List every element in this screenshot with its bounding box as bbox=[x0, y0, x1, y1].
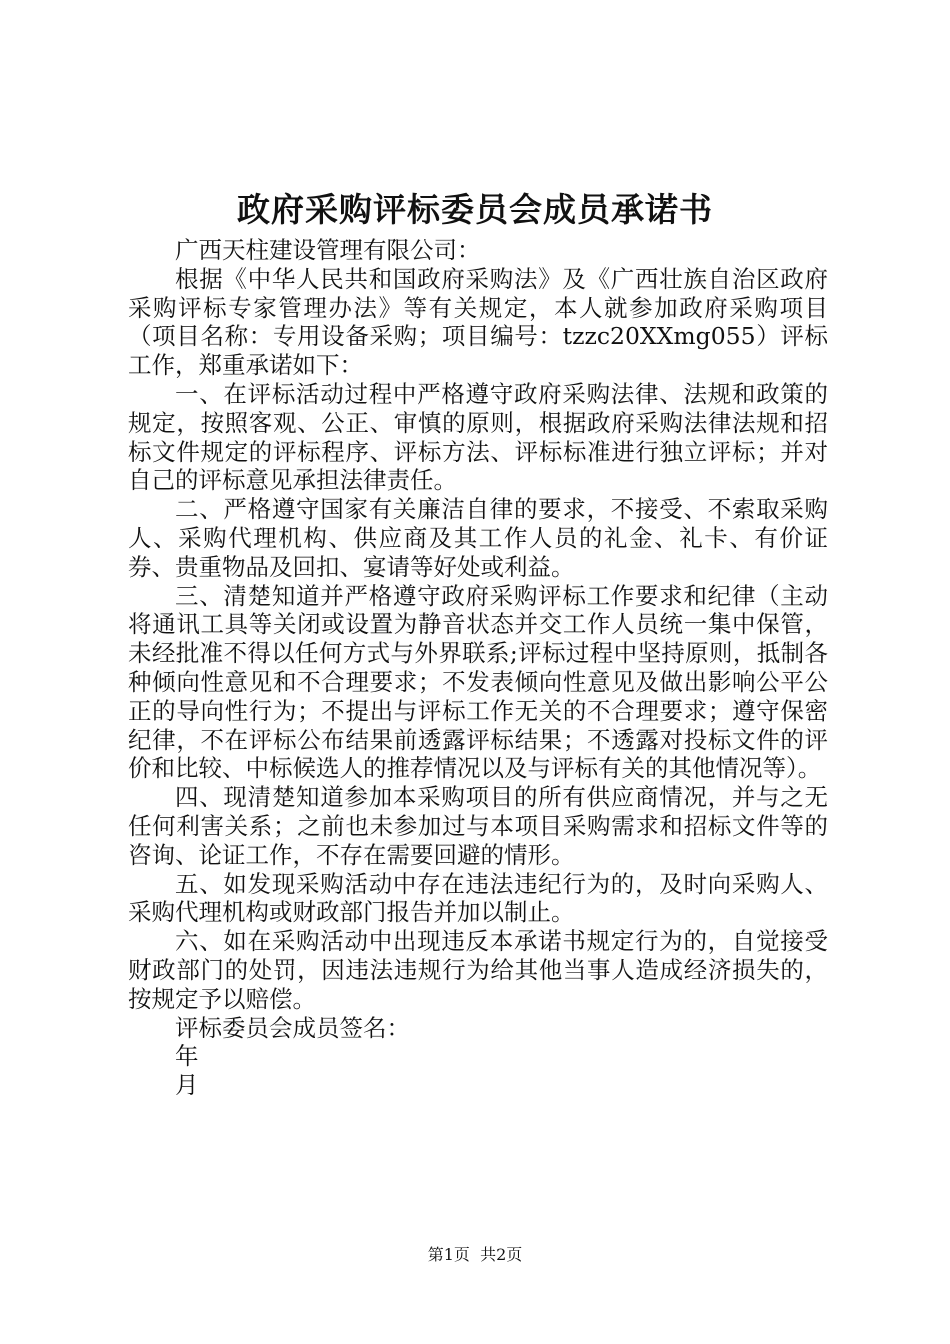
page-footer bbox=[0, 1244, 950, 1266]
signature-label: 评标委员会成员签名： bbox=[175, 1013, 410, 1042]
month-label: 月 bbox=[175, 1071, 199, 1100]
document-body bbox=[128, 236, 828, 1100]
page-number: 第1页 共2页 bbox=[427, 1245, 523, 1264]
paragraph-5: 五、如发现采购活动中存在违法违纪行为的，及时向采购人、采购代理机构或财政部门报告并加以制止。 bbox=[128, 869, 828, 927]
paragraph-6: 六、如在采购活动中出现违反本承诺书规定行为的，自觉接受财政部门的处罚，因违法违规行为给其他当事人造成经济损失的，按规定予以赔偿。 bbox=[128, 927, 828, 1013]
paragraph-2: 二、严格遵守国家有关廉洁自律的要求，不接受、不索取采购人、采购代理机构、供应商及其工作人员的礼金、礼卡、有价证券、贵重物品及回扣、宴请等好处或利益。 bbox=[128, 495, 828, 581]
document-title: 政府采购评标委员会成员承诺书 bbox=[237, 190, 713, 229]
paragraph-intro: 根据《中华人民共和国政府采购法》及《广西壮族自治区政府采购评标专家管理办法》等有关规定，本人就参加政府采购项目（项目名称：专用设备采购；项目编号：tzzc20XXmg055）评标工作，郑重承诺如下： bbox=[128, 264, 828, 380]
paragraph-1: 一、在评标活动过程中严格遵守政府采购法律、法规和政策的规定，按照客观、公正、审慎的原则，根据政府采购法律法规和招标文件规定的评标程序、评标方法、评标标准进行独立评标；并对自己的评标意见承担法律责任。 bbox=[128, 379, 828, 495]
paragraph-3: 三、清楚知道并严格遵守政府采购评标工作要求和纪律（主动将通讯工具等关闭或设置为静音状态并交工作人员统一集中保管，未经批准不得以任何方式与外界联系;评标过程中坚持原则，抵制各种倾向性意见和不合理要求；不发表倾向性意见及做出影响公平公正的导向性行为；不提出与评标工作无关的不合理要求；遵守保密纪律，不在评标公布结果前透露评标结果；不透露对投标文件的评价和比较、中标候选人的推荐情况以及与评标有关的其他情况等）。 bbox=[128, 581, 828, 783]
paragraph-4: 四、现清楚知道参加本采购项目的所有供应商情况，并与之无任何利害关系；之前也未参加过与本项目采购需求和招标文件等的咨询、论证工作，不存在需要回避的情形。 bbox=[128, 783, 828, 869]
salutation: 广西天柱建设管理有限公司： bbox=[175, 236, 481, 264]
year-label: 年 bbox=[175, 1042, 199, 1071]
